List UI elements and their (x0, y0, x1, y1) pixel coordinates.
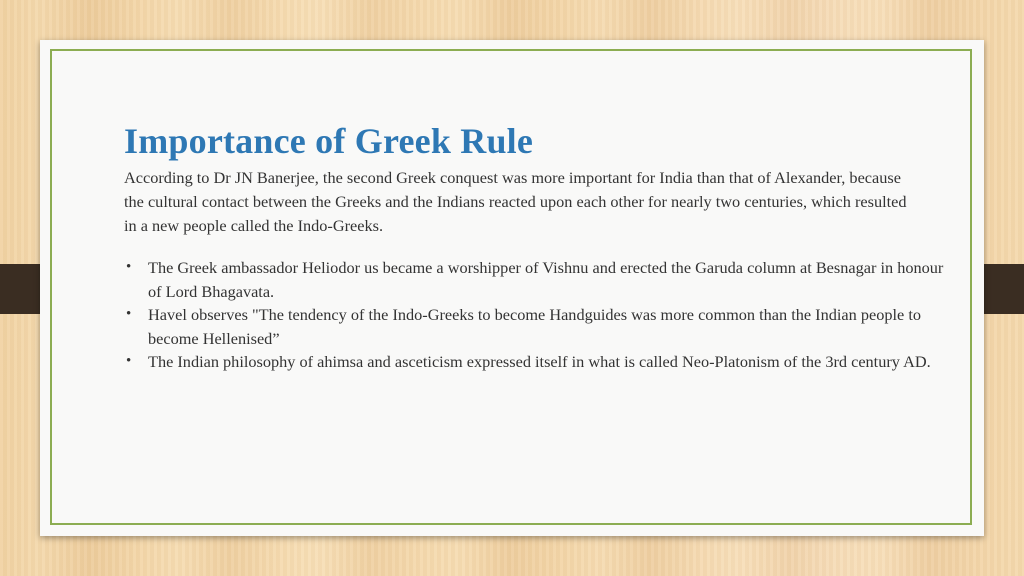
bullet-item (124, 350, 944, 374)
intro-paragraph: According to Dr JN Banerjee, the second Greek conquest was more important for India than that of Alexander, because the cultural contact between the Greeks and the Indians reacted upon each other for nearly two centuries, which resulted in a new people called the Indo-Greeks. (124, 168, 907, 235)
bullet-item (124, 303, 944, 350)
bullet-text: The Greek ambassador Heliodor us became a worshipper of Vishnu and erected the Garuda column at Besnagar in honour of Lord Bhagavata. (148, 258, 944, 301)
bullet-text: The Indian philosophy of ahimsa and asceticism expressed itself in what is called Neo-Platonism of the 3rd century AD. (148, 352, 931, 371)
slide-title: Importance of Greek Rule (124, 121, 534, 161)
bullet-text: Havel observes "The tendency of the Indo-Greeks to become Handguides was more common than the Indian people to become Hellenised” (148, 305, 921, 348)
bullet-dot: • (126, 306, 132, 322)
slide-card (40, 40, 984, 536)
bullet-item (124, 256, 944, 303)
bullet-list (124, 256, 944, 374)
bullet-dot: • (126, 353, 132, 369)
bullet-dot: • (126, 259, 132, 275)
